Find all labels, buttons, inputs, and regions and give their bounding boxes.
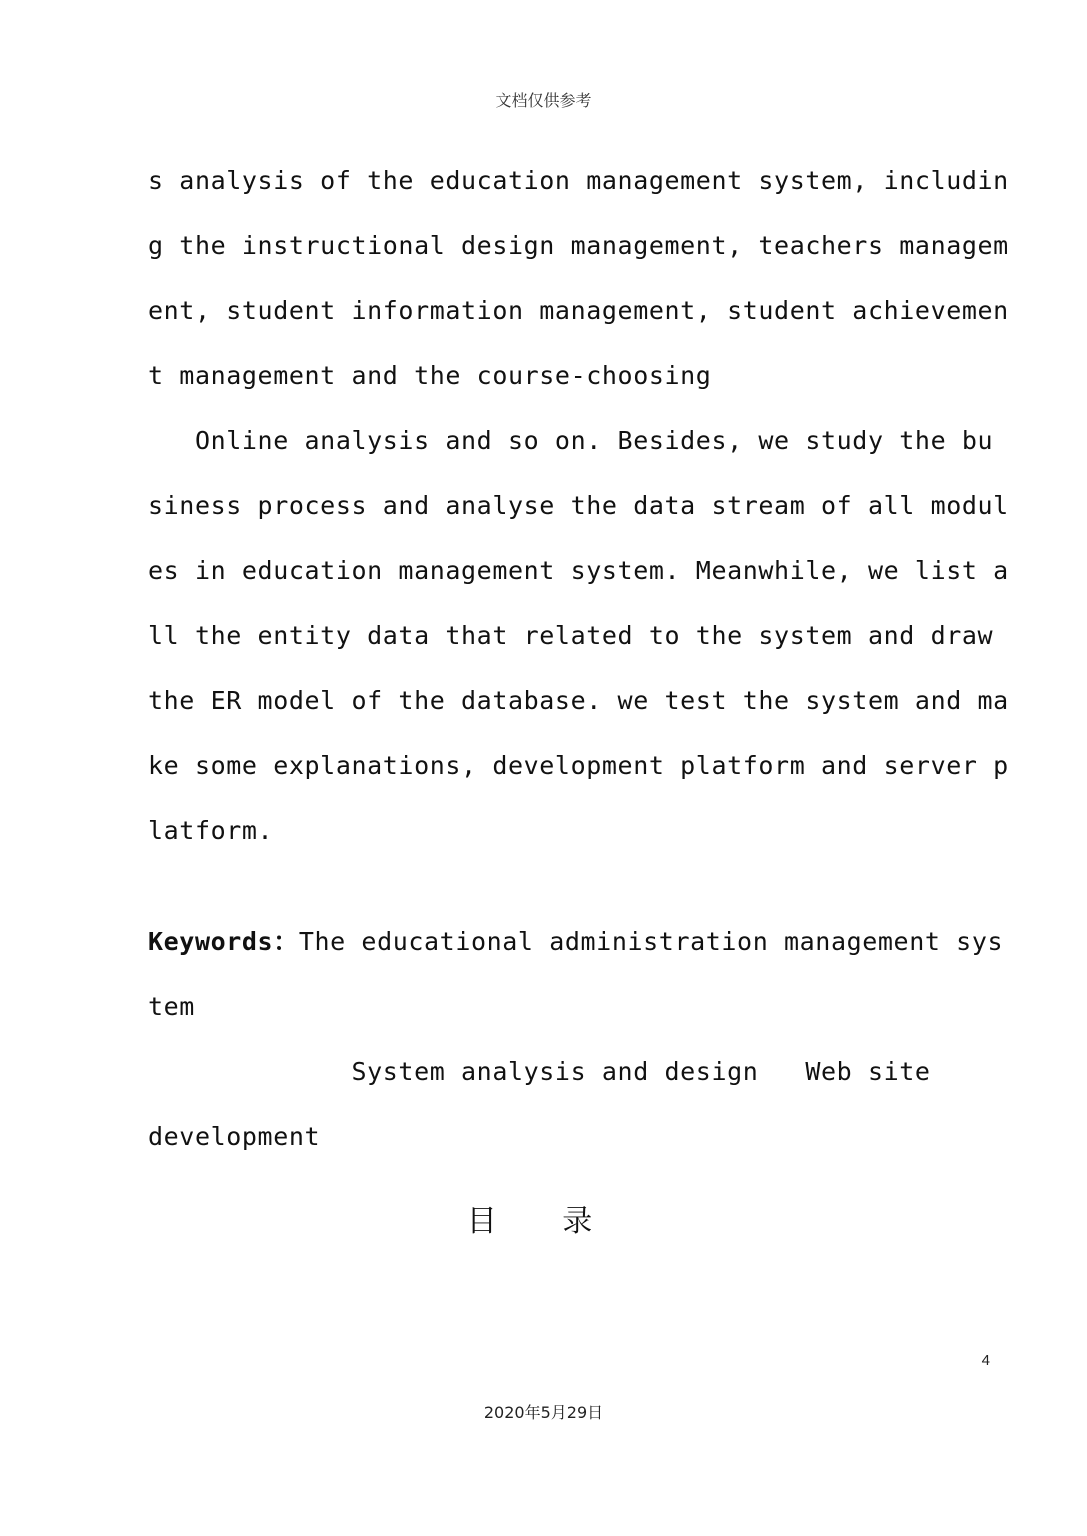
keywords-line: System analysis and design Web site (148, 1057, 931, 1086)
keywords-line: development (148, 1122, 321, 1151)
body-text-line: s analysis of the education management system, includin (148, 166, 1009, 195)
body-text-line: Online analysis and so on. Besides, we study the bu (148, 426, 994, 455)
body-text-line: t management and the course-choosing (148, 361, 712, 390)
body-text-line: ent, student information management, student achievemen (148, 296, 1009, 325)
body-text-line: g the instructional design management, teachers managem (148, 231, 1009, 260)
toc-title: 目 录 (466, 1204, 621, 1239)
keywords-line (148, 927, 1004, 957)
page-number: 4 (981, 1352, 990, 1369)
page-header: 文档仅供参考 (495, 91, 592, 110)
keywords-line: tem (148, 992, 195, 1021)
body-text-line: latform. (148, 816, 274, 845)
body-text-line: ke some explanations, development platform and server p (148, 751, 1009, 780)
body-text-line: siness process and analyse the data stream of all modul (148, 491, 1009, 520)
body-text-line: ll the entity data that related to the system and draw (148, 621, 994, 650)
body-text-line: the ER model of the database. we test the system and ma (148, 686, 1009, 715)
body-text-line: es in education management system. Meanwhile, we list a (148, 556, 1009, 585)
keywords-label: Keywords： (148, 927, 299, 956)
page-footer-date: 2020年5月29日 (483, 1403, 604, 1422)
keywords-text: The educational administration management sys (298, 927, 1004, 956)
